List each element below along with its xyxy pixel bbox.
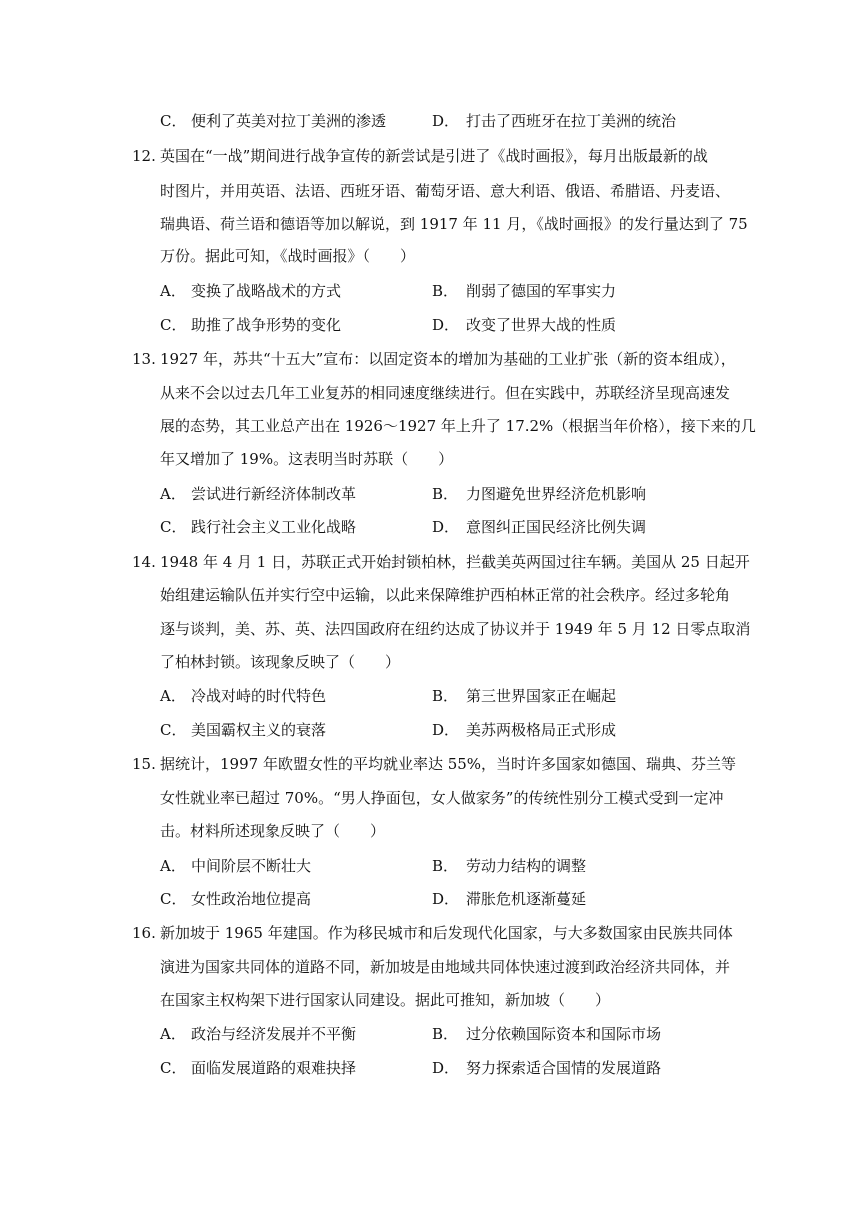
option-key-d: D． bbox=[432, 518, 460, 536]
option-text-c: 践行社会主义工业化战略 bbox=[191, 518, 357, 536]
option-key-b: B． bbox=[432, 687, 459, 705]
option-key-c: C． bbox=[160, 1059, 187, 1077]
question-stem-line: 从来不会以过去几年工业复苏的相同速度继续进行。但在实践中，苏联经济呈现高速发 bbox=[160, 384, 731, 402]
option-key-c: C． bbox=[160, 316, 187, 334]
option-key-a: A． bbox=[160, 857, 186, 875]
option-key-a: A． bbox=[160, 485, 186, 503]
question-stem-line: 击。材料所述现象反映了（ ） bbox=[160, 822, 386, 840]
option-text-b: 力图避免世界经济危机影响 bbox=[466, 485, 647, 503]
option-text-d: 意图纠正国民经济比例失调 bbox=[466, 518, 647, 536]
option-key-a: A． bbox=[160, 687, 186, 705]
option-key-d: D． bbox=[432, 721, 460, 739]
question-number: 14. bbox=[132, 553, 156, 571]
option-text-c: 助推了战争形势的变化 bbox=[191, 316, 342, 334]
option-key-a: A． bbox=[160, 282, 186, 300]
question-stem-line: 女性就业率已超过 70%。“男人挣面包，女人做家务”的传统性别分工模式受到一定冲 bbox=[160, 789, 724, 807]
option-key-c: C． bbox=[160, 721, 187, 739]
option-text-b: 削弱了德国的军事实力 bbox=[466, 282, 617, 300]
question-stem-line: 了柏林封锁。该现象反映了（ ） bbox=[160, 653, 401, 671]
option-text-b: 过分依赖国际资本和国际市场 bbox=[466, 1025, 662, 1043]
option-text-b: 第三世界国家正在崛起 bbox=[466, 687, 617, 705]
option-text-c: 便利了英美对拉丁美洲的渗透 bbox=[191, 112, 387, 130]
option-key-d: D． bbox=[432, 112, 460, 130]
question-stem-line: 瑞典语、荷兰语和德语等加以解说，到 1917 年 11 月，《战时画报》的发行量达到了 75 bbox=[160, 215, 748, 233]
option-text-d: 改变了世界大战的性质 bbox=[466, 316, 617, 334]
option-text-d: 打击了西班牙在拉丁美洲的统治 bbox=[466, 112, 677, 130]
option-text-b: 劳动力结构的调整 bbox=[466, 857, 587, 875]
question-stem-line: 万份。据此可知，《战时画报》（ ） bbox=[160, 247, 416, 265]
option-text-c: 面临发展道路的艰难抉择 bbox=[191, 1059, 357, 1077]
question-stem-line: 年又增加了 19%。这表明当时苏联（ ） bbox=[160, 450, 454, 468]
option-key-b: B． bbox=[432, 485, 459, 503]
question-number: 12. bbox=[132, 147, 156, 165]
option-key-b: B． bbox=[432, 857, 459, 875]
question-stem-line: 1927 年，苏共“十五大”宣布：以固定资本的增加为基础的工业扩张（新的资本组成）， bbox=[160, 350, 736, 368]
option-key-d: D． bbox=[432, 1059, 460, 1077]
option-text-c: 女性政治地位提高 bbox=[191, 890, 312, 908]
question-stem-line: 时图片，并用英语、法语、西班牙语、葡萄牙语、意大利语、俄语、希腊语、丹麦语、 bbox=[160, 182, 731, 200]
question-stem-line: 英国在“一战”期间进行战争宣传的新尝试是引进了《战时画报》，每月出版最新的战 bbox=[160, 147, 708, 165]
question-stem-line: 演进为国家共同体的道路不同，新加坡是由地域共同体快速过渡到政治经济共同体，并 bbox=[160, 958, 731, 976]
option-text-d: 滞胀危机逐渐蔓延 bbox=[466, 890, 587, 908]
question-stem-line: 新加坡于 1965 年建国。作为移民城市和后发现代化国家，与大多数国家由民族共同体 bbox=[160, 924, 733, 942]
option-key-c: C． bbox=[160, 112, 187, 130]
question-stem-line: 据统计，1997 年欧盟女性的平均就业率达 55%，当时许多国家如德国、瑞典、芬兰等 bbox=[160, 755, 737, 773]
question-stem-line: 逐与谈判，美、苏、英、法四国政府在纽约达成了协议并于 1949 年 5 月 12 日零点取消 bbox=[160, 620, 751, 638]
question-stem-line: 在国家主权构架下进行国家认同建设。据此可推知，新加坡（ ） bbox=[160, 991, 611, 1009]
option-text-a: 变换了战略战术的方式 bbox=[191, 282, 342, 300]
option-key-d: D． bbox=[432, 890, 460, 908]
option-text-d: 努力探索适合国情的发展道路 bbox=[466, 1059, 662, 1077]
option-key-a: A． bbox=[160, 1025, 186, 1043]
question-stem-line: 1948 年 4 月 1 日，苏联正式开始封锁柏林，拦截美英两国过往车辆。美国从 25 日起开 bbox=[160, 553, 750, 571]
question-stem-line: 展的态势，其工业总产出在 1926～1927 年上升了 17.2%（根据当年价格），接下来的几 bbox=[160, 417, 756, 435]
option-key-b: B． bbox=[432, 1025, 459, 1043]
option-text-a: 尝试进行新经济体制改革 bbox=[191, 485, 357, 503]
question-number: 15. bbox=[132, 755, 156, 773]
option-key-c: C． bbox=[160, 518, 187, 536]
option-text-a: 冷战对峙的时代特色 bbox=[191, 687, 327, 705]
question-number: 13. bbox=[132, 350, 156, 368]
question-stem-line: 始组建运输队伍并实行空中运输，以此来保障维护西柏林正常的社会秩序。经过多轮角 bbox=[160, 586, 731, 604]
option-key-b: B． bbox=[432, 282, 459, 300]
option-key-c: C． bbox=[160, 890, 187, 908]
option-text-a: 中间阶层不断壮大 bbox=[191, 857, 312, 875]
question-number: 16. bbox=[132, 924, 156, 942]
option-text-a: 政治与经济发展并不平衡 bbox=[191, 1025, 357, 1043]
option-text-d: 美苏两极格局正式形成 bbox=[466, 721, 617, 739]
option-text-c: 美国霸权主义的衰落 bbox=[191, 721, 327, 739]
option-key-d: D． bbox=[432, 316, 460, 334]
